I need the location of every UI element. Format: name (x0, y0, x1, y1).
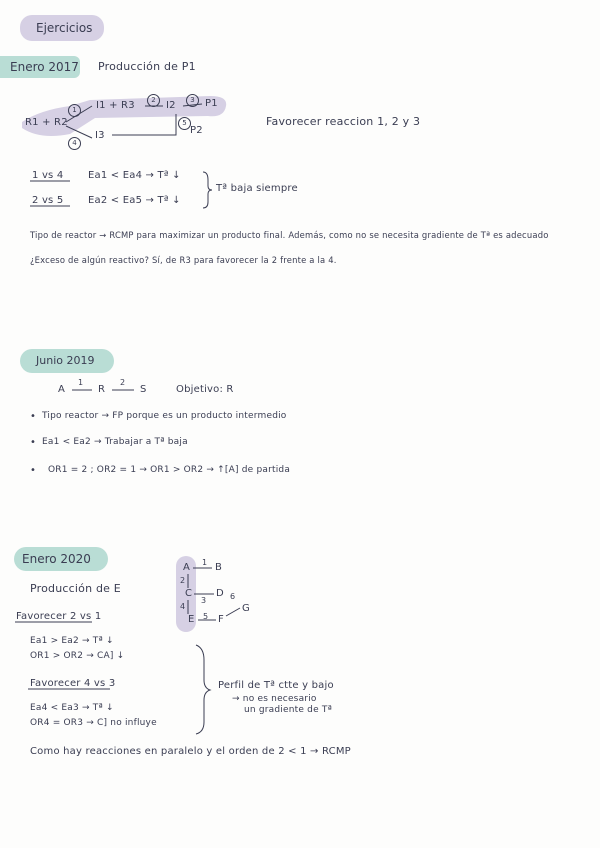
step-1-label: 1 (78, 378, 84, 387)
bullet-dot: • (30, 437, 37, 448)
scheme-s: S (140, 384, 147, 395)
scheme-c: C (185, 588, 193, 599)
scheme-b: B (215, 562, 223, 573)
note-favorecer: Favorecer reaccion 1, 2 y 3 (266, 115, 421, 128)
scheme-r: R (98, 384, 106, 395)
scheme-d: D (216, 588, 224, 599)
scheme-p1: P1 (205, 98, 218, 109)
paragraph-reactor: Tipo de reactor → RCMP para maximizar un producto final. Además, como no se necesita gradiente de Tª es adecuado (30, 230, 549, 240)
page-title: Ejercicios (36, 21, 93, 35)
step-2-label: 2 (180, 576, 186, 585)
side-note-3: un gradiente de Tª (244, 705, 333, 715)
scheme-i2: I2 (166, 100, 176, 111)
brace-note: Tª baja siempre (216, 183, 298, 194)
scheme-f: F (218, 614, 224, 625)
section-tag-enero-2017: Enero 2017 (10, 60, 79, 74)
section-subtitle: Producción de P1 (98, 60, 196, 73)
line-ea1-ea2: Ea1 > Ea2 → Tª ↓ (30, 636, 114, 646)
section-subtitle: Producción de E (30, 582, 121, 595)
line-or1-or2: OR1 > OR2 → CA] ↓ (30, 651, 125, 661)
objective: Objetivo: R (176, 384, 234, 395)
scheme-i1: I1 + R3 (96, 100, 135, 111)
bullet-orden: OR1 = 2 ; OR2 = 1 → OR1 > OR2 → ↑[A] de partida (48, 465, 291, 475)
bullet-tipo-reactor: Tipo reactor → FP porque es un producto intermedio (42, 411, 287, 421)
scheme-a: A (58, 384, 66, 395)
scheme-p2: P2 (190, 125, 203, 136)
step-1-label: 1 (202, 558, 208, 567)
cmp-2-label: 2 vs 5 (32, 195, 64, 206)
line-or4-or3: OR4 = OR3 → C] no influye (30, 718, 157, 728)
step-2-label: 2 (120, 378, 126, 387)
step-3-marker: 3 (186, 94, 199, 107)
fav-4vs3: Favorecer 4 vs 3 (30, 678, 116, 689)
cmp-1-text: Ea1 < Ea4 → Tª ↓ (88, 170, 181, 181)
step-5-marker: 5 (178, 117, 191, 130)
scheme-g: G (242, 603, 250, 614)
bullet-energia: Ea1 < Ea2 → Trabajar a Tª baja (42, 437, 188, 447)
brace-1 (203, 172, 212, 208)
step-1-marker: 1 (68, 104, 81, 117)
scheme-a: A (183, 562, 191, 573)
step-6-label: 6 (230, 592, 236, 601)
scheme-e: E (188, 614, 195, 625)
step-3-label: 3 (201, 596, 207, 605)
step-4-label: 4 (180, 602, 186, 611)
paragraph-exceso: ¿Exceso de algún reactivo? Sí, de R3 para favorecer la 2 frente a la 4. (30, 255, 337, 265)
side-note-1: Perfil de Tª ctte y bajo (218, 680, 334, 691)
fav-2vs1: Favorecer 2 vs 1 (16, 611, 102, 622)
section-tag-enero-2020: Enero 2020 (22, 552, 91, 566)
side-note-2: → no es necesario (232, 694, 317, 704)
line-ea4-ea3: Ea4 < Ea3 → Tª ↓ (30, 703, 114, 713)
brace-2 (196, 645, 210, 734)
bullet-dot: • (30, 465, 37, 476)
step-2-marker: 2 (147, 94, 160, 107)
step-5-label: 5 (203, 612, 209, 621)
cmp-1-label: 1 vs 4 (32, 170, 64, 181)
scheme-reactants: R1 + R2 (25, 117, 68, 128)
scheme-i3: I3 (95, 130, 105, 141)
bullet-dot: • (30, 411, 37, 422)
section-tag-junio-2019: Junio 2019 (36, 354, 95, 367)
cmp-2-text: Ea2 < Ea5 → Tª ↓ (88, 195, 181, 206)
step-4-marker: 4 (68, 137, 81, 150)
conclusion: Como hay reacciones en paralelo y el orden de 2 < 1 → RCMP (30, 746, 351, 757)
